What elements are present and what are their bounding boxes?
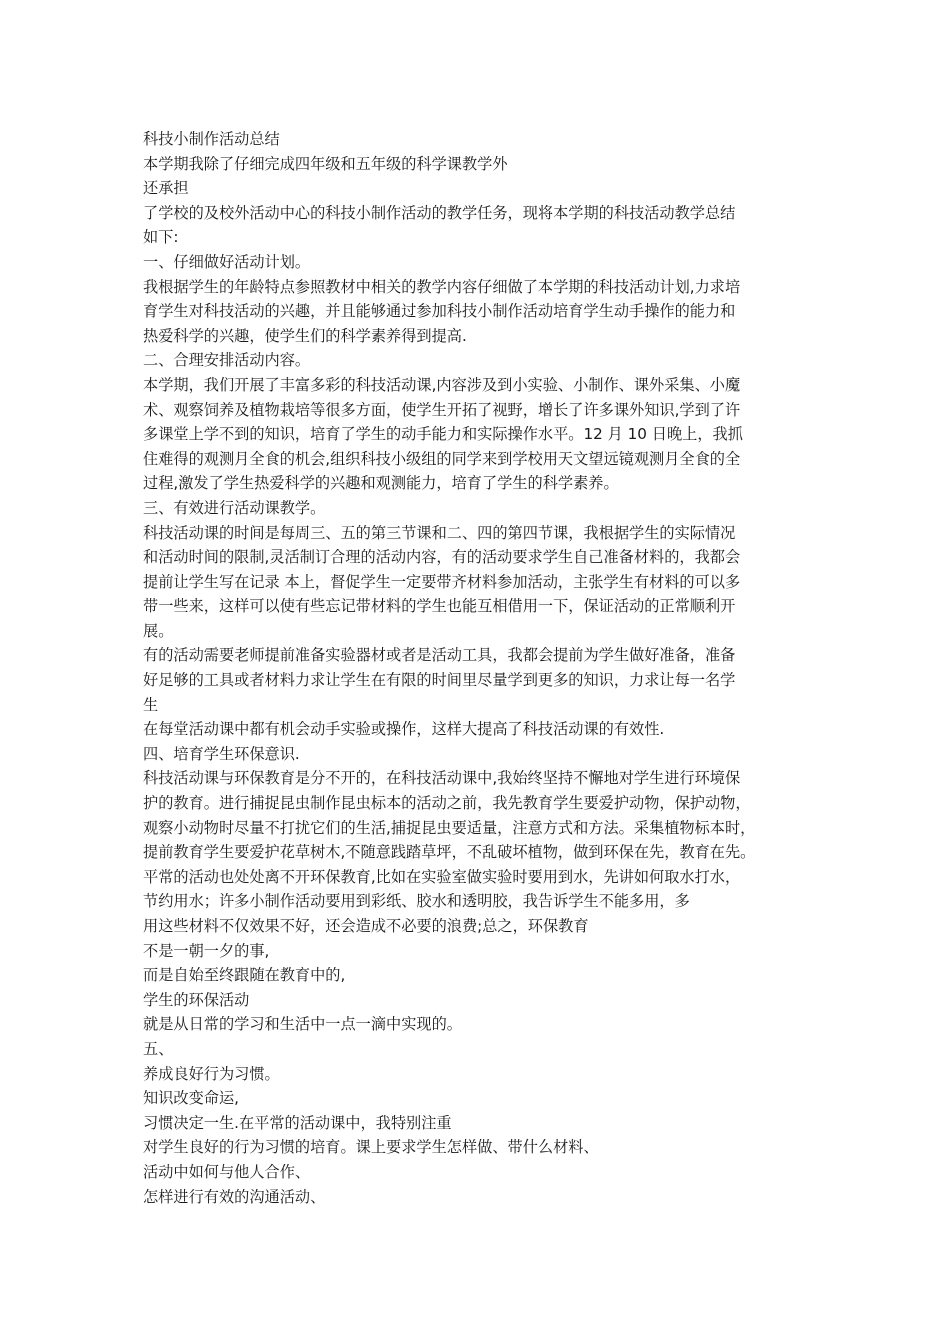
text-line: 和活动时间的限制,灵活制订合理的活动内容，有的活动要求学生自己准备材料的，我都会 xyxy=(143,548,741,567)
document-title: 科技小制作活动总结 xyxy=(143,130,280,148)
text-line: 提前让学生写在记录 本上，督促学生一定要带齐材料参加活动，主张学生有材料的可以多 xyxy=(143,572,741,591)
text-line: 习惯决定一生.在平常的活动课中，我特别注重 xyxy=(143,1113,452,1132)
text-line: 对学生良好的行为习惯的培育。课上要求学生怎样做、带什么材料、 xyxy=(143,1138,599,1157)
text-line: 有的活动需要老师提前准备实验器材或者是活动工具，我都会提前为学生做好准备，准备 xyxy=(143,646,736,665)
section-heading-1: 一、仔细做好活动计划。 xyxy=(143,252,311,271)
text-line: 科技活动课与环保教育是分不开的，在科技活动课中,我始终坚持不懈地对学生进行环境保 xyxy=(143,769,741,788)
text-line: 住难得的观测月全食的机会,组织科技小级组的同学来到学校用天文望远镜观测月全食的全 xyxy=(143,449,741,468)
text-line: 用这些材料不仅效果不好，还会造成不必要的浪费;总之，环保教育 xyxy=(143,917,589,935)
text-line: 本学期我除了仔细完成四年级和五年级的科学课教学外 xyxy=(143,154,508,173)
text-line: 带一些来，这样可以使有些忘记带材料的学生也能互相借用一下，保证活动的正常顺利开 xyxy=(143,597,736,616)
section-heading-4: 四、培育学生环保意识. xyxy=(143,744,300,763)
text-line: 护的教育。进行捕捉昆虫制作昆虫标本的活动之前，我先教育学生要爱护动物，保护动物， xyxy=(143,794,751,813)
section-heading-5: 五、 xyxy=(143,1039,174,1058)
document-body xyxy=(143,127,823,1209)
text-line: 不是一朝一夕的事, xyxy=(143,941,270,960)
text-line: 而是自始至终跟随在教育中的, xyxy=(143,966,346,985)
text-line: 还承担 xyxy=(143,179,189,198)
text-line: 如下: xyxy=(143,228,179,247)
text-line: 生 xyxy=(143,695,159,714)
text-line: 科技活动课的时间是每周三、五的第三节课和二、四的第四节课，我根据学生的实际情况 xyxy=(143,523,736,542)
text-line: 学生的环保活动 xyxy=(143,990,250,1009)
text-line: 养成良好行为习惯。 xyxy=(143,1064,280,1083)
text-line: 观察小动物时尽量不打扰它们的生活,捕捉昆虫要适量，注意方式和方法。采集植物标本时， xyxy=(143,818,756,837)
text-line: 好足够的工具或者材料力求让学生在有限的时间里尽量学到更多的知识，力求让每一名学 xyxy=(143,671,736,690)
text-line: 展。 xyxy=(143,621,174,640)
text-line: 我根据学生的年龄特点参照教材中相关的教学内容仔细做了本学期的科技活动计划,力求培 xyxy=(143,277,741,296)
text-line: 节约用水；许多小制作活动要用到彩纸、胶水和透明胶，我告诉学生不能多用，多 xyxy=(143,892,690,911)
text-line: 育学生对科技活动的兴趣，并且能够通过参加科技小制作活动培育学生动手操作的能力和 xyxy=(143,302,736,321)
text-line: 知识改变命运, xyxy=(143,1089,239,1108)
text-line: 过程,激发了学生热爱科学的兴趣和观测能力，培育了学生的科学素养。 xyxy=(143,474,619,493)
text-line: 本学期，我们开展了丰富多彩的科技活动课,内容涉及到小实验、小制作、课外采集、小魔 xyxy=(143,375,741,394)
text-line: 怎样进行有效的沟通活动、 xyxy=(143,1187,326,1206)
text-line: 活动中如何与他人合作、 xyxy=(143,1162,311,1181)
text-line: 多课堂上学不到的知识，培育了学生的动手能力和实际操作水平。12 月 10 日晚上，我抓 xyxy=(143,425,743,444)
text-line: 在每堂活动课中都有机会动手实验或操作，这样大提高了科技活动课的有效性. xyxy=(143,720,665,739)
text-line: 平常的活动也处处离不开环保教育,比如在实验室做实验时要用到水，先讲如何取水打水， xyxy=(143,867,741,886)
text-line: 热爱科学的兴趣，使学生们的科学素养得到提高. xyxy=(143,326,467,345)
text-line: 提前教育学生要爱护花草树木,不随意践踏草坪，不乱破坏植物，做到环保在先，教育在先。 xyxy=(143,843,756,862)
text-line: 了学校的及校外活动中心的科技小制作活动的教学任务，现将本学期的科技活动教学总结 xyxy=(143,203,736,222)
section-heading-2: 二、合理安排活动内容。 xyxy=(143,351,311,370)
text-line: 就是从日常的学习和生活中一点一滴中实现的。 xyxy=(143,1015,462,1034)
text-line: 术、观察饲养及植物栽培等很多方面，使学生开拓了视野，增长了许多课外知识,学到了许 xyxy=(143,400,741,419)
section-heading-3: 三、有效进行活动课教学。 xyxy=(143,498,326,517)
